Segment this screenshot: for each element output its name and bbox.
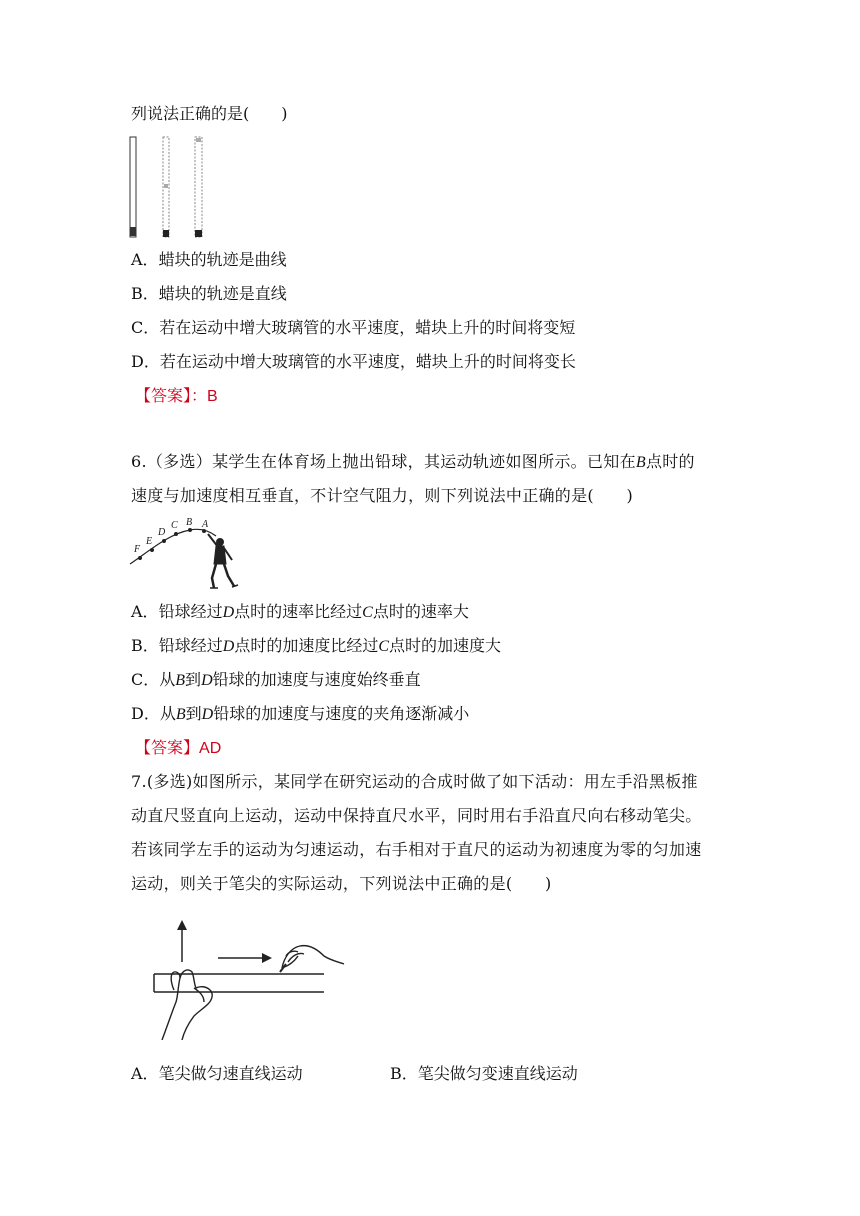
right-arrow-icon — [218, 953, 272, 963]
wax-block-3 — [195, 230, 202, 237]
q7-stem-line-1: 7.(多选)如图所示，某同学在研究运动的合成时做了如下活动：用左手沿黑板推 — [131, 772, 698, 791]
label-f: F — [134, 544, 141, 555]
q5-option-b: B．蜡块的轨迹是直线 — [131, 284, 287, 303]
wax-block-1 — [130, 227, 136, 236]
q7-stem-line-3: 若该同学左手的运动为匀速运动，右手相对于直尺的运动为初速度为零的匀加速 — [131, 840, 702, 859]
q5-stem-tail: 列说法正确的是( ) — [131, 104, 288, 123]
athlete-figure — [208, 534, 238, 588]
label-c: C — [171, 520, 178, 531]
tube-1 — [130, 137, 136, 237]
trajectory-curve — [130, 529, 216, 564]
label-a: A — [202, 519, 209, 530]
q7-option-a: A．笔尖做匀速直线运动 — [131, 1064, 303, 1083]
right-hand-with-pen — [280, 946, 344, 972]
q7-ruler-figure — [148, 916, 348, 1040]
q5-option-d: D．若在运动中增大玻璃管的水平速度，蜡块上升的时间将变长 — [131, 352, 576, 371]
q6-stem-line-1: 6.（多选）某学生在体育场上抛出铅球，其运动轨迹如图所示。已知在B点时的 — [131, 452, 695, 471]
q6-answer: 【答案】AD — [135, 738, 222, 757]
label-b: B — [186, 517, 193, 528]
q7-stem-line-4: 运动，则关于笔尖的实际运动，下列说法中正确的是( ) — [131, 874, 552, 893]
label-d: D — [158, 527, 166, 538]
q6-stem-line-2: 速度与加速度相互垂直，不计空气阻力，则下列说法中正确的是( ) — [131, 486, 634, 505]
q6-option-a: A．铅球经过D点时的速率比经过C点时的速率大 — [131, 602, 469, 621]
label-e: E — [146, 536, 153, 547]
left-hand — [162, 970, 212, 1040]
q6-option-b: B．铅球经过D点时的加速度比经过C点时的加速度大 — [131, 636, 502, 655]
q5-answer: 【答案】：B — [135, 386, 218, 405]
tube-3 — [195, 137, 202, 237]
up-arrow-icon — [177, 920, 187, 962]
wax-block-3-trace — [196, 138, 201, 142]
wax-block-2-trace — [164, 184, 168, 188]
q5-tube-figure — [128, 136, 208, 240]
q5-option-c: C．若在运动中增大玻璃管的水平速度，蜡块上升的时间将变短 — [131, 318, 576, 337]
wax-block-2 — [163, 230, 169, 237]
q6-option-c: C．从B到D铅球的加速度与速度始终垂直 — [131, 670, 421, 689]
q7-option-b: B．笔尖做匀变速直线运动 — [390, 1064, 578, 1083]
q5-option-a: A．蜡块的轨迹是曲线 — [131, 250, 287, 269]
q6-shot-put-figure — [128, 516, 248, 592]
q6-option-d: D．从B到D铅球的加速度与速度的夹角逐渐减小 — [131, 704, 470, 723]
q7-stem-line-2: 动直尺竖直向上运动，运动中保持直尺水平，同时用右手沿直尺向右移动笔尖。 — [131, 806, 702, 825]
